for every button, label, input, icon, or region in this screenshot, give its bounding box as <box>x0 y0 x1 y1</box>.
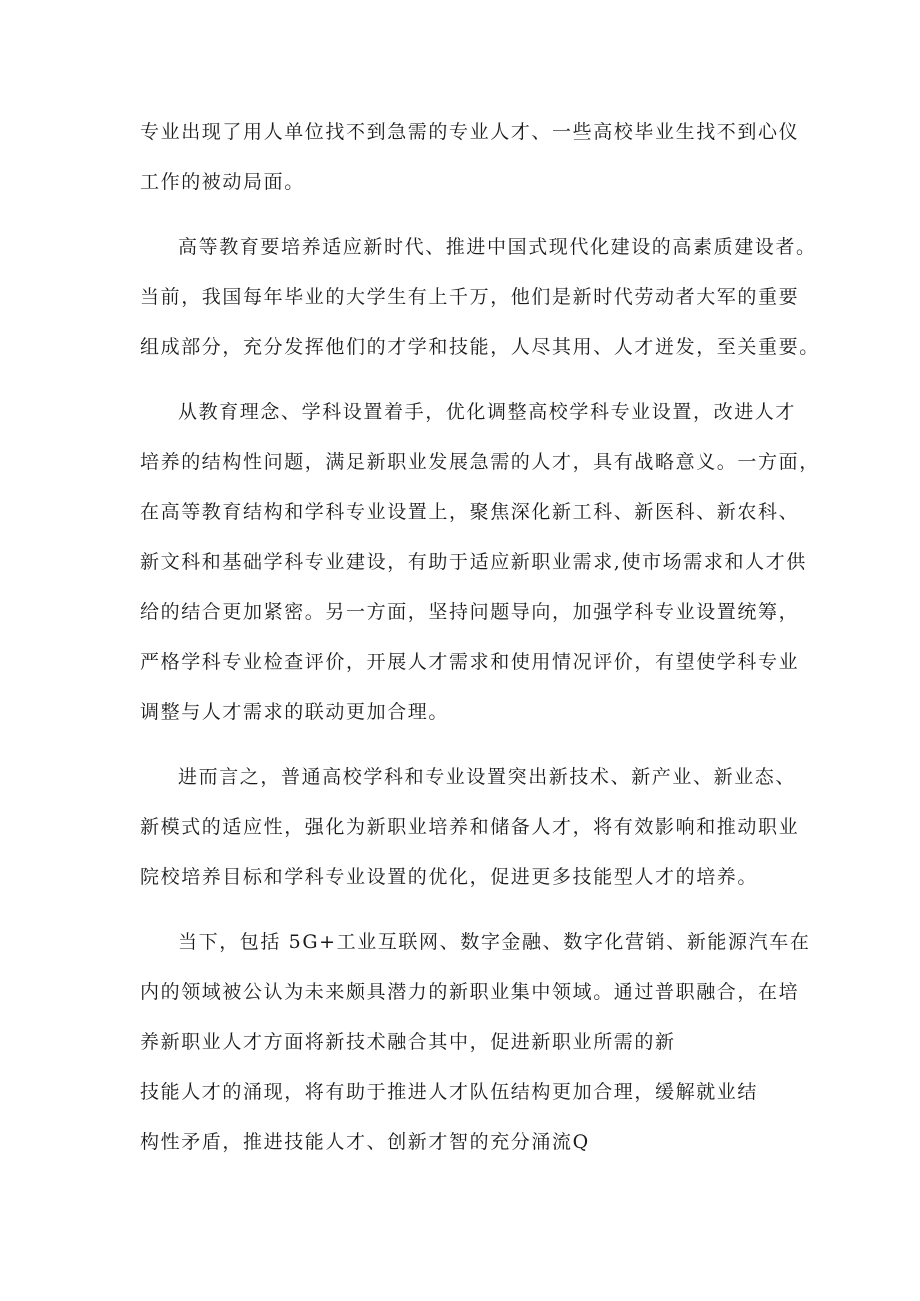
paragraph-line: 新模式的适应性，强化为新职业培养和储备人才，将有效影响和推动职业 <box>140 816 800 838</box>
paragraph-line: 内的领域被公认为未来颇具潜力的新职业集中领域。通过普职融合，在培 <box>140 981 800 1003</box>
paragraph-line: 组成部分，充分发挥他们的才学和技能，人尽其用、人才迸发，至关重要。 <box>140 336 820 358</box>
paragraph-line: 进而言之，普通高校学科和专业设置突出新技术、新产业、新业态、 <box>178 766 797 788</box>
paragraph-line: 当前，我国每年毕业的大学生有上千万，他们是新时代劳动者大军的重要 <box>140 286 800 308</box>
paragraph-line: 院校培养目标和学科专业设置的优化，促进更多技能型人才的培养。 <box>140 866 759 888</box>
paragraph-line: 调整与人才需求的联动更加合理。 <box>140 701 450 723</box>
paragraph-line: 工作的被动局面。 <box>140 171 305 193</box>
paragraph-line: 高等教育要培养适应新时代、推进中国式现代化建设的高素质建设者。 <box>178 236 817 258</box>
paragraph-line: 养新职业人才方面将新技术融合其中，促进新职业所需的新 <box>140 1031 676 1053</box>
paragraph-line: 构性矛盾，推进技能人才、创新才智的充分涌流Q <box>140 1131 590 1153</box>
paragraph-line: 在高等教育结构和学科专业设置上，聚焦深化新工科、新医科、新农科、 <box>140 501 800 523</box>
paragraph-line: 严格学科专业检查评价，开展人才需求和使用情况评价，有望使学科专业 <box>140 651 800 673</box>
paragraph-line: 技能人才的涌现，将有助于推进人才队伍结构更加合理，缓解就业结 <box>140 1081 759 1103</box>
paragraph-line: 给的结合更加紧密。另一方面，坚持问题导向，加强学科专业设置统筹， <box>140 601 800 623</box>
paragraph-line: 从教育理念、学科设置着手，优化调整高校学科专业设置，改进人才 <box>178 401 797 423</box>
paragraph-line: 培养的结构性问题，满足新职业发展急需的人才，具有战略意义。一方面， <box>140 451 820 473</box>
paragraph-line: 当下，包括 5G+工业互联网、数字金融、数字化营销、新能源汽车在 <box>178 931 811 953</box>
paragraph-line: 专业出现了用人单位找不到急需的专业人才、一些高校毕业生找不到心仪 <box>140 121 800 143</box>
paragraph-line: 新文科和基础学科专业建设，有助于适应新职业需求,使市场需求和人才供 <box>140 551 807 573</box>
